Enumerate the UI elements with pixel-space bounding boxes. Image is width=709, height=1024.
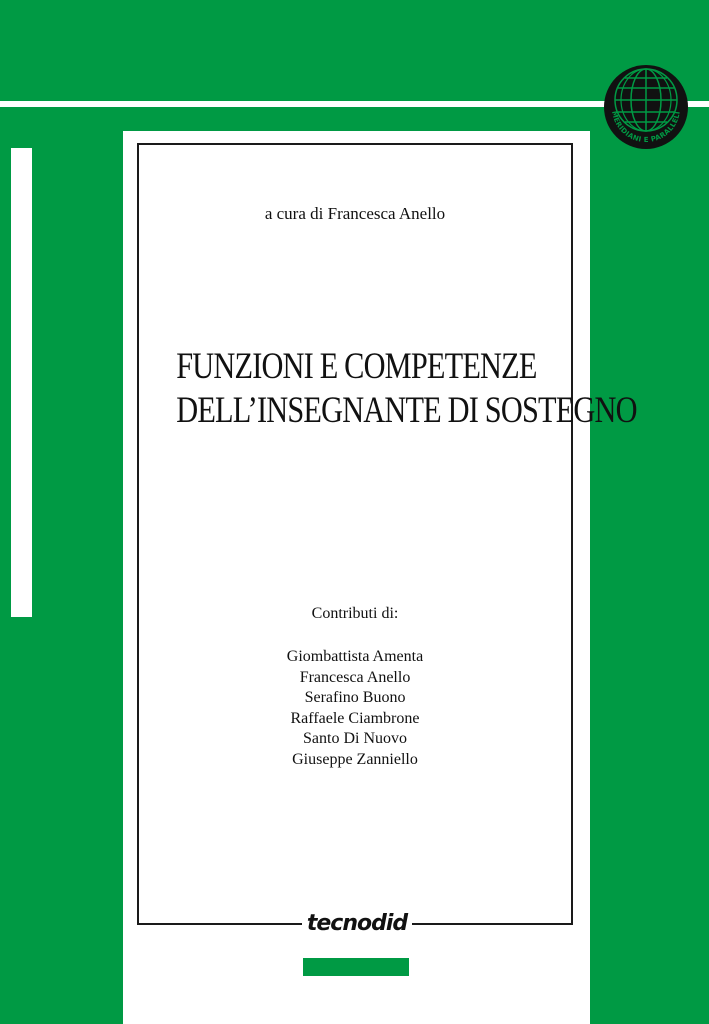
green-accent-bar	[303, 958, 409, 976]
contributor-name: Raffaele Ciambrone	[290, 709, 420, 727]
globe-icon	[603, 64, 689, 150]
contributor-name: Santo Di Nuovo	[303, 730, 407, 747]
contributor-name: Giuseppe Zanniello	[292, 750, 418, 768]
book-title	[176, 345, 637, 433]
title-line-1: FUNZIONI E COMPETENZE	[176, 346, 537, 387]
contributor-name: Serafino Buono	[304, 689, 406, 706]
publisher-logo-area	[137, 905, 573, 945]
title-frame	[137, 143, 637, 925]
editor-line: a cura di Francesca Anello	[264, 204, 446, 223]
contributors-list	[137, 647, 573, 770]
contributor-name: Francesca Anello	[299, 668, 411, 686]
title-line-2: DELL’INSEGNANTE DI SOSTEGNO	[176, 390, 637, 431]
tecnodid-logo	[302, 905, 412, 943]
left-white-strip	[11, 148, 32, 617]
contributor-name: Giombattista Amenta	[286, 648, 424, 665]
publisher-name: tecnodid	[306, 911, 408, 936]
series-logo-text: MERIDIANI E PARALLELI	[610, 110, 682, 145]
contributors-heading: Contributi di:	[311, 605, 399, 622]
